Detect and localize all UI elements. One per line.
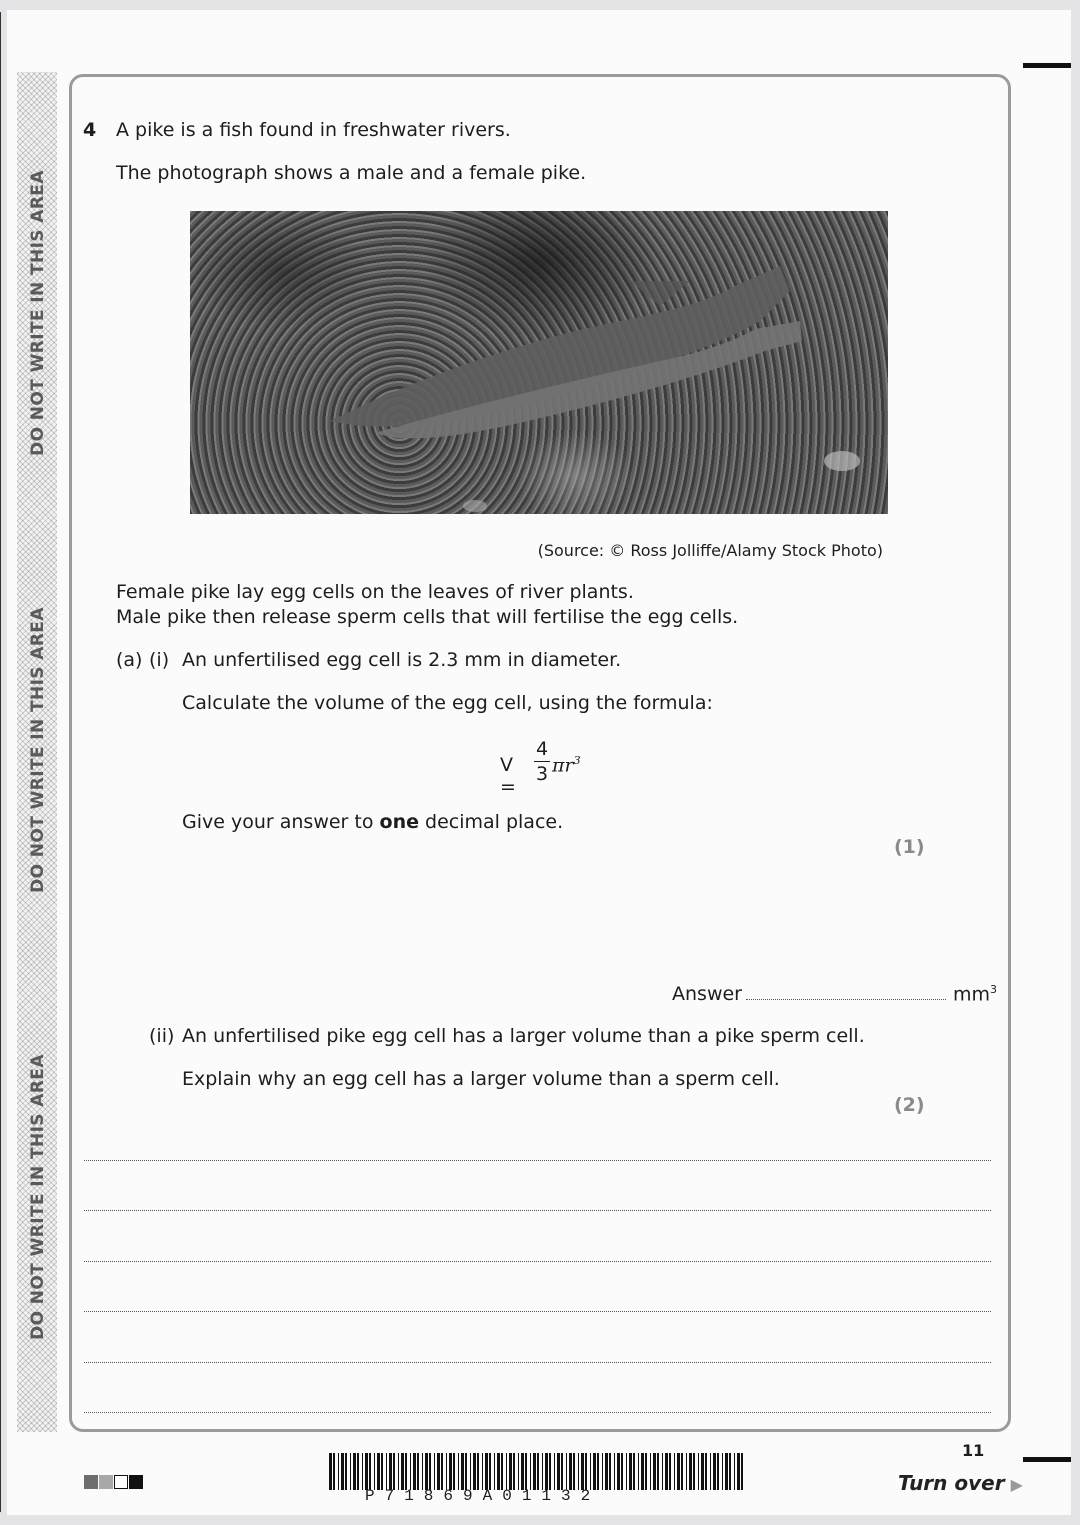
formula-lhs: V = (500, 754, 516, 798)
part-a-i-statement: An unfertilised egg cell is 2.3 mm in diameter. (182, 649, 622, 671)
answer-line-1[interactable] (84, 1160, 991, 1161)
marks-a-i: (1) (894, 836, 925, 858)
part-a-ii-instruction: Explain why an egg cell has a larger volume than a sperm cell. (182, 1068, 780, 1090)
answer-line-2[interactable] (84, 1210, 991, 1211)
part-i-label: (i) (149, 649, 170, 671)
page-number: 11 (962, 1441, 985, 1460)
formula-denominator: 3 (535, 763, 549, 785)
answer-input-line[interactable] (746, 999, 946, 1000)
pike-photograph (190, 211, 888, 514)
formula-exponent: 3 (573, 754, 581, 767)
page-blocks-indicator (84, 1475, 144, 1489)
formula-numerator: 4 (535, 738, 549, 760)
answer-unit: $mm^3$ (953, 983, 998, 1006)
registration-mark-bottom (1023, 1457, 1071, 1462)
formula-fraction (534, 738, 550, 785)
context-line-2: Male pike then release sperm cells that will fertilise the egg cells. (116, 606, 739, 628)
question-number: 4 (83, 119, 97, 141)
precision-instruction: Give your answer to one decimal place. (182, 811, 564, 833)
photo-source: (Source: © Ross Jolliffe/Alamy Stock Photo) (537, 541, 883, 560)
answer-line-3[interactable] (84, 1261, 991, 1262)
part-a-label: (a) (116, 649, 143, 671)
marks-a-ii: (2) (894, 1094, 925, 1116)
margin-warning-1: DO NOT WRITE IN THIS AREA (28, 170, 48, 456)
turn-over-arrow-icon: ▶ (1010, 1475, 1023, 1494)
margin-warning-2: DO NOT WRITE IN THIS AREA (28, 607, 48, 893)
answer-label: Answer (672, 983, 742, 1005)
block-4 (129, 1475, 143, 1489)
block-2 (99, 1475, 113, 1489)
margin-warning-3: DO NOT WRITE IN THIS AREA (28, 1054, 48, 1340)
photo-caption: The photograph shows a male and a female pike. (116, 162, 587, 184)
part-a-i-instruction: Calculate the volume of the egg cell, using the formula: (182, 692, 713, 714)
block-3 (114, 1475, 128, 1489)
answer-line-6[interactable] (84, 1412, 991, 1413)
fraction-bar (534, 761, 550, 762)
barcode-text: P71869A01132 (365, 1487, 601, 1505)
turn-over: Turn over ▶ (898, 1471, 1023, 1495)
part-ii-label: (ii) (149, 1025, 175, 1047)
answer-line-5[interactable] (84, 1362, 991, 1363)
barcode (329, 1453, 747, 1490)
page-edge (0, 12, 1, 1512)
answer-line-4[interactable] (84, 1311, 991, 1312)
part-a-ii-statement: An unfertilised pike egg cell has a larger volume than a pike sperm cell. (182, 1025, 865, 1047)
pike-fish-illustration (190, 211, 888, 514)
question-intro: A pike is a fish found in freshwater rivers. (116, 119, 511, 141)
block-1 (84, 1475, 98, 1489)
formula-rest: $\pi r^3$ (552, 754, 581, 777)
registration-mark-top (1023, 63, 1071, 68)
context-line-1: Female pike lay egg cells on the leaves of river plants. (116, 581, 634, 603)
